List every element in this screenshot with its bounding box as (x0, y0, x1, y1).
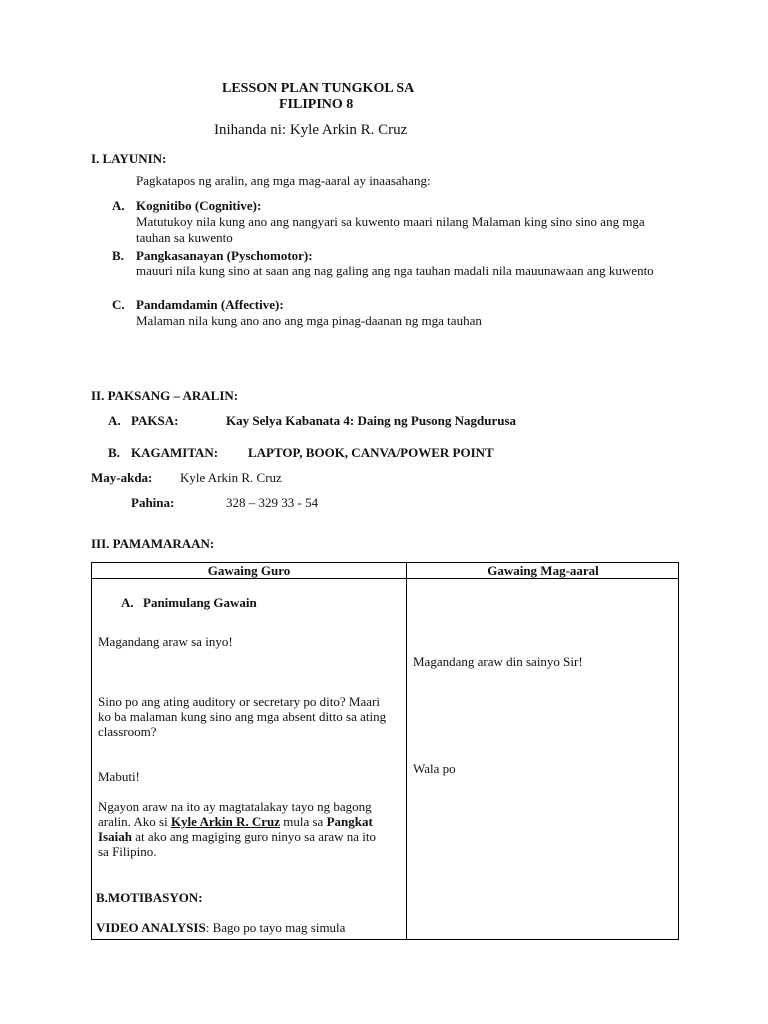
title-line-1: LESSON PLAN TUNGKOL SA (222, 81, 415, 96)
objective-a-title: Kognitibo (Cognitive): (136, 198, 262, 213)
objective-b-text: mauuri nila kung sino at saan ang nag galing ang nga tauhan madali nila mauunawaan ang kuwento (136, 263, 654, 278)
title-line-2: FILIPINO 8 (279, 97, 354, 112)
pahina-value: 328 – 329 33 - 54 (226, 495, 319, 510)
section-2-heading: II. PAKSANG – ARALIN: (91, 388, 239, 403)
motibasyon-heading: B.MOTIBASYON: (96, 890, 203, 905)
objective-c-text: Malaman nila kung ano ano ang mga pinag-daanan ng mga tauhan (136, 313, 482, 328)
intro-text-pre: Ngayon araw na ito ay magtatalakay tayo ng bagong aralin. Ako si (98, 799, 372, 829)
paksa-label: PAKSA: (131, 413, 179, 428)
panimula-heading: Panimulang Gawain (143, 595, 257, 610)
intro-text-post: at ako ang magiging guro ninyo sa araw na ito sa Filipino. (98, 829, 377, 859)
kagamitan-label: KAGAMITAN: (131, 445, 219, 460)
col-header-gawaing-guro: Gawaing Guro (207, 563, 291, 578)
pamamaraan-table (91, 562, 679, 940)
pahina-label: Pahina: (131, 495, 175, 510)
intro-group-name: Pangkat Isaiah (98, 814, 373, 844)
section-1-heading: I. LAYUNIN: (91, 151, 167, 166)
video-analysis-label: VIDEO ANALYSIS (96, 920, 206, 935)
intro-teacher-name: Kyle Arkin R. Cruz (170, 814, 280, 829)
mayakda-label: May-akda: (91, 470, 153, 485)
col-header-gawaing-mag-aaral: Gawaing Mag-aaral (487, 563, 599, 578)
teacher-introduction (98, 799, 388, 859)
objective-c-marker: C. (112, 297, 125, 312)
objective-a-marker: A. (112, 198, 125, 213)
paksa-value: Kay Selya Kabanata 4: Daing ng Pusong Nagdurusa (226, 413, 517, 428)
teacher-question: Sino po ang ating auditory or secretary po dito? Maari ko ba malaman kung sino ang mga absent ditto sa ating classroom? (98, 694, 387, 739)
student-reply-absent: Wala po (413, 761, 456, 776)
objective-b-marker: B. (112, 248, 124, 263)
section-1-intro: Pagkatapos ng aralin, ang mga mag-aaral ay inaasahang: (136, 173, 431, 188)
student-reply-greeting: Magandang araw din sainyo Sir! (413, 654, 583, 669)
paksa-marker: A. (108, 413, 121, 428)
panimula-marker: A. (121, 595, 134, 610)
kagamitan-marker: B. (108, 445, 120, 460)
video-analysis-text: : Bago po tayo mag simula (205, 920, 346, 935)
objective-c-title: Pandamdamin (Affective): (136, 297, 284, 312)
prepared-by: Inihanda ni: Kyle Arkin R. Cruz (214, 122, 408, 138)
teacher-mabuti: Mabuti! (98, 769, 140, 784)
video-analysis (96, 920, 345, 935)
objective-b-title: Pangkasanayan (Pyschomotor): (136, 248, 313, 263)
table-header-divider (92, 578, 678, 579)
table-column-divider (406, 563, 407, 939)
mayakda-value: Kyle Arkin R. Cruz (180, 470, 282, 485)
kagamitan-value: LAPTOP, BOOK, CANVA/POWER POINT (248, 445, 494, 460)
teacher-greeting: Magandang araw sa inyo! (98, 634, 233, 649)
section-3-heading: III. PAMAMARAAN: (91, 536, 215, 551)
objective-a-text: Matutukoy nila kung ano ang nangyari sa kuwento maari nilang Malaman king sino sino ang mga tauhan sa kuwento (136, 214, 645, 245)
intro-text-mid: mula sa (280, 814, 327, 829)
